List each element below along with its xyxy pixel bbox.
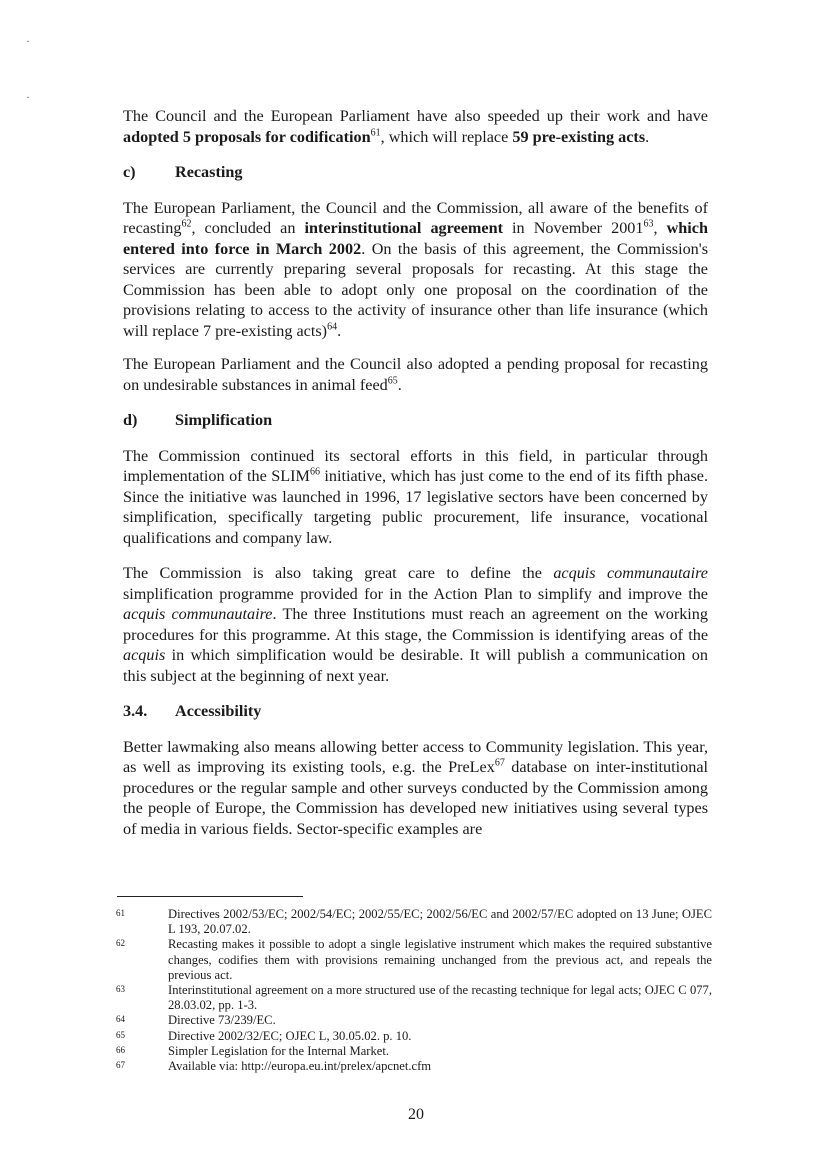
footnote-separator [117,896,303,897]
simplification-paragraph-1: The Commission continued its sectoral efforts in this field, in particular through implementation of the SLIM$^{66}$ initiative, which has just come to the end of its fifth phase. Since the initiative was launched in 1996, 17 legislative sectors have been concerned by simplification, specifically targeting public procurement, life insurance, vocational qualifications and company law. [123,446,708,547]
footnote: 65 Directive 2002/32/EC; OJEC L, 30.05.02. p. 10. [116,1028,412,1043]
section-heading-accessibility: 3.4. Accessibility [123,702,262,720]
footnote: 61 Directives 2002/53/EC; 2002/54/EC; 2002/55/EC; 2002/56/EC and 2002/57/EC adopted on 13 June; OJEC L 193, 20.07.02. [116,907,712,937]
accessibility-paragraph-1: Better lawmaking also means allowing better access to Community legislation. This year, as well as improving its existing tools, e.g. the PreLex$^{67}$ database on inter-institutional procedures or the regular sample and other surveys conducted by the Commission among the people of Europe, the Commission has developed new initiatives using several types of media in various fields. Sector-specific examples are [123,737,708,838]
footnote: 64 Directive 73/239/EC. [116,1013,276,1028]
footnotes [116,896,712,1074]
section-heading-simplification: d) Simplification [123,411,273,429]
footnote: 63 Interinstitutional agreement on a more structured use of the recasting technique for legal acts; OJEC C 077, 28.03.02, pp. 1-3. [116,983,712,1013]
scan-mark: · [26,90,30,104]
scan-mark: · [26,34,30,48]
recasting-paragraph-2: The European Parliament and the Council also adopted a pending proposal for recasting on undesirable substances in animal feed$^{65}$. [123,355,708,394]
simplification-paragraph-2: The Commission is also taking great care to define the acquis communautaire simplification programme provided for in the Action Plan to simplify and improve the acquis communautaire. The three Institutions must reach an agreement on the working procedures for this programme. At this stage, the Commission is identifying areas of the acquis in which simplification would be desirable. It will publish a communication on this subject at the beginning of next year. [123,564,708,685]
footnote: 67 Available via: http://europa.eu.int/prelex/apcnet.cfm [116,1059,432,1074]
section-heading-recasting: c) Recasting [123,163,243,181]
intro-paragraph: The Council and the European Parliament have also speeded up their work and have adopted 5 proposals for codification$^{61}$, which will replace 59 pre-existing acts. [123,107,708,146]
page-number: 20 [408,1106,424,1123]
body-text [123,106,708,839]
recasting-paragraph-1: The European Parliament, the Council and the Commission, all aware of the benefits of recasting$^{62}$, concluded an interinstitutional agreement in November 2001$^{63}$, which entered into force in March 2002. On the basis of this agreement, the Commission's services are currently preparing several proposals for recasting. At this stage the Commission has been able to adopt only one proposal on the coordination of the provisions relating to access to the activity of insurance other than life insurance (which will replace 7 pre-existing acts)$^{64}$. [123,198,708,340]
footnote: 62 Recasting makes it possible to adopt a single legislative instrument which makes the required substantive changes, codifies them with provisions remaining unchanged from the previous act, and repeals the previous act. [116,937,712,982]
footnote: 66 Simpler Legislation for the Internal Market. [116,1043,390,1058]
